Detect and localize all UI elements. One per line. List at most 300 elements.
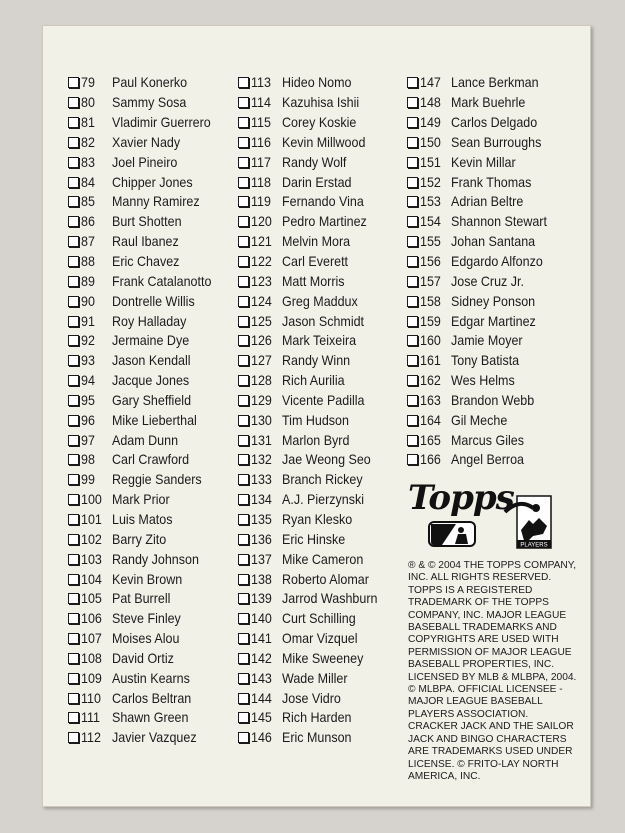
checklist-item[interactable] [68, 470, 220, 490]
checklist-item[interactable] [407, 291, 555, 311]
player-name: Frank Thomas [451, 174, 532, 190]
card-number: 109 [81, 670, 102, 686]
checklist-item[interactable] [68, 371, 220, 391]
player-name: A.J. Pierzynski [282, 492, 365, 508]
card-number: 83 [81, 154, 95, 170]
card-number: 155 [420, 234, 441, 250]
checklist-item[interactable] [407, 271, 555, 291]
player-name: Wes Helms [451, 373, 515, 389]
checkbox-icon[interactable] [238, 673, 249, 684]
checklist-item[interactable] [238, 510, 386, 530]
checklist-item[interactable] [68, 391, 220, 411]
checklist-item[interactable] [68, 271, 220, 291]
player-name: Roberto Alomar [282, 571, 369, 587]
checkbox-icon[interactable] [238, 117, 249, 128]
checkbox-icon[interactable] [407, 117, 418, 128]
player-name: Jamie Moyer [451, 333, 523, 349]
checkbox-icon[interactable] [68, 673, 79, 684]
checklist-item[interactable] [238, 172, 386, 192]
card-number: 154 [420, 214, 441, 230]
checkbox-icon[interactable] [68, 355, 79, 366]
checkbox-icon[interactable] [68, 712, 79, 723]
checklist-item[interactable] [238, 609, 386, 629]
checklist-item[interactable] [238, 351, 386, 371]
checklist-item[interactable] [407, 311, 555, 331]
card-number: 140 [251, 611, 272, 627]
player-name: Raul Ibanez [112, 234, 179, 250]
checkbox-icon[interactable] [238, 534, 249, 545]
checkbox-icon[interactable] [68, 534, 79, 545]
checkbox-icon[interactable] [238, 137, 249, 148]
checklist-item[interactable] [68, 490, 220, 510]
player-name: Pedro Martinez [282, 214, 367, 230]
checkbox-icon[interactable] [68, 77, 79, 88]
checkbox-icon[interactable] [68, 157, 79, 168]
checklist-item[interactable] [238, 331, 386, 351]
player-name: Ryan Klesko [282, 511, 353, 527]
checklist-item[interactable] [238, 470, 386, 490]
checkbox-icon[interactable] [407, 177, 418, 188]
player-name: Roy Halladay [112, 313, 187, 329]
checkbox-icon[interactable] [238, 316, 249, 327]
checklist-item[interactable] [238, 728, 386, 748]
checklist-item[interactable] [407, 331, 555, 351]
checklist-item[interactable] [238, 410, 386, 430]
card-number: 139 [251, 591, 272, 607]
checkbox-icon[interactable] [68, 296, 79, 307]
player-name: David Ortiz [112, 650, 174, 666]
player-name: Pat Burrell [112, 591, 171, 607]
card-number: 150 [420, 134, 441, 150]
checklist-item[interactable] [238, 113, 386, 133]
player-name: Sidney Ponson [451, 293, 536, 309]
checkbox-icon[interactable] [238, 494, 249, 505]
checklist-item[interactable] [238, 271, 386, 291]
player-name: Carl Crawford [112, 452, 190, 468]
player-name: Paul Konerko [112, 75, 188, 91]
checkbox-icon[interactable] [238, 693, 249, 704]
checkbox-icon[interactable] [68, 633, 79, 644]
player-name: Adrian Beltre [451, 194, 524, 210]
mlbpa-players-logo [503, 490, 555, 554]
checkbox-icon[interactable] [68, 613, 79, 624]
checklist-item[interactable] [238, 529, 386, 549]
checkbox-icon[interactable] [68, 395, 79, 406]
checklist-item[interactable] [407, 113, 555, 133]
checkbox-icon[interactable] [238, 296, 249, 307]
player-name: Barry Zito [112, 531, 167, 547]
checklist-item[interactable] [68, 351, 220, 371]
checklist-item[interactable] [68, 609, 220, 629]
checkbox-icon[interactable] [238, 157, 249, 168]
checkbox-icon[interactable] [68, 137, 79, 148]
checkbox-icon[interactable] [68, 117, 79, 128]
card-number: 157 [420, 273, 441, 289]
card-number: 110 [81, 690, 101, 706]
player-name: Shannon Stewart [451, 214, 547, 230]
card-number: 166 [420, 452, 441, 468]
card-number: 132 [251, 452, 272, 468]
checklist-item[interactable] [68, 73, 220, 93]
player-name: Randy Johnson [112, 551, 199, 567]
checkbox-icon[interactable] [68, 97, 79, 108]
checkbox-icon[interactable] [407, 316, 418, 327]
checklist-item[interactable] [68, 629, 220, 649]
checklist-column-2 [238, 73, 386, 748]
checklist-item[interactable] [407, 232, 555, 252]
card-number: 99 [81, 472, 95, 488]
checklist-item[interactable] [238, 629, 386, 649]
player-name: Marcus Giles [451, 432, 524, 448]
checkbox-icon[interactable] [407, 355, 418, 366]
checklist-item[interactable] [407, 172, 555, 192]
checkbox-icon[interactable] [68, 236, 79, 247]
player-name: Luis Matos [112, 511, 173, 527]
checklist-item[interactable] [68, 529, 220, 549]
player-name: Hideo Nomo [282, 75, 352, 91]
player-name: Jason Kendall [112, 353, 191, 369]
checklist-item[interactable] [238, 212, 386, 232]
checkbox-icon[interactable] [68, 216, 79, 227]
card-number: 106 [81, 611, 102, 627]
checklist-item[interactable] [68, 232, 220, 252]
checklist-item[interactable] [238, 192, 386, 212]
player-name: Mike Sweeney [282, 650, 364, 666]
checkbox-icon[interactable] [238, 732, 249, 743]
checklist-item[interactable] [68, 291, 220, 311]
checklist-item[interactable] [407, 212, 555, 232]
card-number: 161 [420, 353, 441, 369]
player-name: Curt Schilling [282, 611, 356, 627]
player-name: Moises Alou [112, 631, 180, 647]
checklist-item[interactable] [238, 232, 386, 252]
card-number: 82 [81, 134, 95, 150]
card-number: 142 [251, 650, 272, 666]
checkbox-icon[interactable] [238, 613, 249, 624]
player-name: Mark Teixeira [282, 333, 357, 349]
players-label: PLAYERS [520, 542, 548, 549]
card-number: 145 [251, 710, 272, 726]
card-number: 79 [81, 75, 95, 91]
card-number: 80 [81, 95, 95, 111]
checkbox-icon[interactable] [68, 454, 79, 465]
checklist-column-3 [407, 73, 555, 470]
checklist-item[interactable] [68, 668, 220, 688]
checklist-item[interactable] [68, 133, 220, 153]
checkbox-icon[interactable] [68, 335, 79, 346]
checkbox-icon[interactable] [407, 216, 418, 227]
card-number: 118 [251, 174, 271, 190]
card-number: 114 [251, 95, 271, 111]
checklist-item[interactable] [238, 668, 386, 688]
checkbox-icon[interactable] [238, 633, 249, 644]
checklist-item[interactable] [68, 510, 220, 530]
player-name: Tim Hudson [282, 412, 349, 428]
checklist-item[interactable] [407, 252, 555, 272]
player-name: Shawn Green [112, 710, 189, 726]
checkbox-icon[interactable] [68, 732, 79, 743]
player-name: Lance Berkman [451, 75, 539, 91]
card-number: 149 [420, 115, 441, 131]
card-number: 131 [251, 432, 272, 448]
checkbox-icon[interactable] [68, 693, 79, 704]
player-name: Mark Buehrle [451, 95, 526, 111]
checklist-item[interactable] [407, 133, 555, 153]
card-number: 133 [251, 472, 272, 488]
player-name: Manny Ramirez [112, 194, 200, 210]
card-number: 158 [420, 293, 441, 309]
checkbox-icon[interactable] [68, 196, 79, 207]
card-number: 137 [251, 551, 272, 567]
card-number: 135 [251, 511, 272, 527]
mlb-logo [428, 521, 476, 547]
checkbox-icon[interactable] [407, 435, 418, 446]
checkbox-icon[interactable] [68, 494, 79, 505]
player-name: Jermaine Dye [112, 333, 190, 349]
card-number: 95 [81, 392, 95, 408]
checkbox-icon[interactable] [238, 77, 249, 88]
checkbox-icon[interactable] [238, 574, 249, 585]
checklist-item[interactable] [68, 311, 220, 331]
checklist-item[interactable] [238, 450, 386, 470]
checkbox-icon[interactable] [238, 276, 249, 287]
checklist-item[interactable] [68, 113, 220, 133]
checkbox-icon[interactable] [238, 375, 249, 386]
checkbox-icon[interactable] [407, 415, 418, 426]
checklist-item[interactable] [238, 549, 386, 569]
checkbox-icon[interactable] [407, 137, 418, 148]
card-number: 121 [251, 234, 272, 250]
checklist-item[interactable] [238, 391, 386, 411]
card-number: 84 [81, 174, 95, 190]
card-number: 116 [251, 134, 271, 150]
card-number: 89 [81, 273, 95, 289]
player-name: Omar Vizquel [282, 631, 358, 647]
checklist-item[interactable] [238, 430, 386, 450]
checklist-item[interactable] [238, 73, 386, 93]
card-number: 125 [251, 313, 272, 329]
card-number: 112 [81, 730, 101, 746]
card-number: 147 [420, 75, 441, 91]
checklist-item[interactable] [238, 152, 386, 172]
player-name: Melvin Mora [282, 234, 351, 250]
card-number: 127 [251, 353, 272, 369]
checkbox-icon[interactable] [238, 196, 249, 207]
checklist-item[interactable] [407, 152, 555, 172]
player-name: Eric Chavez [112, 254, 180, 270]
checklist-item[interactable] [407, 430, 555, 450]
checklist-item[interactable] [407, 410, 555, 430]
checkbox-icon[interactable] [407, 256, 418, 267]
card-number: 92 [81, 333, 95, 349]
card-number: 85 [81, 194, 95, 210]
checkbox-icon[interactable] [407, 296, 418, 307]
player-name: Adam Dunn [112, 432, 179, 448]
checklist-item[interactable] [68, 648, 220, 668]
checklist-item[interactable] [238, 133, 386, 153]
checkbox-icon[interactable] [238, 712, 249, 723]
checklist-item[interactable] [407, 93, 555, 113]
player-name: Kevin Millwood [282, 134, 366, 150]
checklist-item[interactable] [68, 410, 220, 430]
player-name: Randy Wolf [282, 154, 347, 170]
checkbox-icon[interactable] [68, 375, 79, 386]
checklist-item[interactable] [68, 430, 220, 450]
checkbox-icon[interactable] [238, 256, 249, 267]
checklist-item[interactable] [238, 291, 386, 311]
player-name: Greg Maddux [282, 293, 358, 309]
player-name: Jae Weong Seo [282, 452, 371, 468]
checkbox-icon[interactable] [407, 97, 418, 108]
player-name: Kevin Millar [451, 154, 516, 170]
checklist-item[interactable] [68, 152, 220, 172]
checklist-item[interactable] [238, 371, 386, 391]
checkbox-icon[interactable] [68, 593, 79, 604]
card-number: 81 [81, 115, 95, 131]
card-number: 88 [81, 254, 95, 270]
card-number: 94 [81, 373, 95, 389]
checkbox-icon[interactable] [68, 316, 79, 327]
checkbox-icon[interactable] [238, 395, 249, 406]
player-name: Austin Kearns [112, 670, 190, 686]
checklist-item[interactable] [238, 688, 386, 708]
checkbox-icon[interactable] [238, 97, 249, 108]
checklist-item[interactable] [407, 371, 555, 391]
checklist-item[interactable] [68, 549, 220, 569]
checkbox-icon[interactable] [238, 435, 249, 446]
checklist-column-1 [68, 73, 220, 748]
card-number: 100 [81, 492, 102, 508]
checkbox-icon[interactable] [238, 454, 249, 465]
card-number: 143 [251, 670, 272, 686]
checkbox-icon[interactable] [238, 236, 249, 247]
checkbox-icon[interactable] [407, 236, 418, 247]
checkbox-icon[interactable] [68, 474, 79, 485]
checklist-item[interactable] [238, 93, 386, 113]
checkbox-icon[interactable] [407, 157, 418, 168]
checklist-item[interactable] [238, 252, 386, 272]
player-name: Joel Pineiro [112, 154, 178, 170]
card-number: 98 [81, 452, 95, 468]
checklist-item[interactable] [407, 192, 555, 212]
checklist-item[interactable] [68, 589, 220, 609]
checkbox-icon[interactable] [68, 256, 79, 267]
checkbox-icon[interactable] [238, 554, 249, 565]
checklist-item[interactable] [68, 569, 220, 589]
checkbox-icon[interactable] [68, 554, 79, 565]
checklist-item[interactable] [407, 391, 555, 411]
checkbox-icon[interactable] [68, 177, 79, 188]
checklist-item[interactable] [68, 688, 220, 708]
player-name: Jose Cruz Jr. [451, 273, 524, 289]
legal-text: ® & © 2004 THE TOPPS COMPANY, INC. ALL RIGHTS RESERVED. TOPPS IS A REGISTERED TRADEMARK OF THE TOPPS COMPANY, INC. MAJOR LEAGUE BASEBALL TRADEMARKS AND COPYRIGHTS ARE USED WITH PERMISSION OF MAJOR LEAGUE BASEBALL PROPERTIES, INC. LICENSED BY MLB & MLBPA, 2004. © MLBPA. OFFICIAL LICENSEE - MAJOR LEAGUE BASEBALL PLAYERS ASSOCIATION. CRACKER JACK AND THE SAILOR JACK AND BINGO CHARACTERS ARE TRADEMARKS USED UNDER LICENSE. © FRITO-LAY NORTH AMERICA, INC. [408, 560, 577, 782]
card-number: 93 [81, 353, 95, 369]
card-number: 156 [420, 254, 441, 270]
checklist-item[interactable] [407, 73, 555, 93]
player-name: Burt Shotten [112, 214, 182, 230]
checkbox-icon[interactable] [407, 196, 418, 207]
player-name: Angel Berroa [451, 452, 525, 468]
checklist-item[interactable] [68, 192, 220, 212]
checkbox-icon[interactable] [407, 375, 418, 386]
checkbox-icon[interactable] [407, 77, 418, 88]
checkbox-icon[interactable] [68, 514, 79, 525]
checklist-item[interactable] [68, 252, 220, 272]
checkbox-icon[interactable] [68, 574, 79, 585]
player-name: Frank Catalanotto [112, 273, 212, 289]
checkbox-icon[interactable] [407, 335, 418, 346]
checkbox-icon[interactable] [68, 435, 79, 446]
player-name: Jason Schmidt [282, 313, 365, 329]
checklist-item[interactable] [68, 450, 220, 470]
card-number: 96 [81, 412, 95, 428]
card-number: 90 [81, 293, 95, 309]
player-name: Branch Rickey [282, 472, 363, 488]
checkbox-icon[interactable] [68, 653, 79, 664]
checkbox-icon[interactable] [407, 276, 418, 287]
checkbox-icon[interactable] [238, 653, 249, 664]
card-number: 113 [251, 75, 271, 91]
checkbox-icon[interactable] [238, 514, 249, 525]
card-number: 160 [420, 333, 441, 349]
card-number: 165 [420, 432, 441, 448]
checkbox-icon[interactable] [238, 415, 249, 426]
checkbox-icon[interactable] [238, 335, 249, 346]
player-name: Gil Meche [451, 412, 508, 428]
player-name: Sean Burroughs [451, 134, 542, 150]
checklist-item[interactable] [68, 172, 220, 192]
checklist-item[interactable] [238, 490, 386, 510]
checklist-item[interactable] [238, 569, 386, 589]
checkbox-icon[interactable] [68, 415, 79, 426]
player-name: Vicente Padilla [282, 392, 365, 408]
player-name: Darin Erstad [282, 174, 352, 190]
card-number: 163 [420, 392, 441, 408]
player-name: Eric Munson [282, 730, 352, 746]
checklist-item[interactable] [238, 648, 386, 668]
checkbox-icon[interactable] [238, 177, 249, 188]
checklist-item[interactable] [68, 93, 220, 113]
player-name: Marlon Byrd [282, 432, 350, 448]
checklist-item[interactable] [238, 311, 386, 331]
checkbox-icon[interactable] [68, 276, 79, 287]
checklist-item[interactable] [68, 728, 220, 748]
card-number: 107 [81, 631, 102, 647]
checklist-item[interactable] [68, 212, 220, 232]
checkbox-icon[interactable] [238, 216, 249, 227]
checklist-item[interactable] [238, 589, 386, 609]
card-number: 120 [251, 214, 272, 230]
checklist-item[interactable] [238, 708, 386, 728]
checklist-item[interactable] [407, 450, 555, 470]
player-name: Johan Santana [451, 234, 536, 250]
checklist-item[interactable] [407, 351, 555, 371]
player-name: Steve Finley [112, 611, 181, 627]
checkbox-icon[interactable] [407, 454, 418, 465]
checkbox-icon[interactable] [238, 593, 249, 604]
player-name: Carlos Delgado [451, 115, 538, 131]
card-number: 104 [81, 571, 102, 587]
player-name: Jacque Jones [112, 373, 190, 389]
checkbox-icon[interactable] [238, 355, 249, 366]
checkbox-icon[interactable] [238, 474, 249, 485]
card-number: 159 [420, 313, 441, 329]
card-number: 153 [420, 194, 441, 210]
checklist-item[interactable] [68, 708, 220, 728]
checklist-item[interactable] [68, 331, 220, 351]
card-number: 103 [81, 551, 102, 567]
checkbox-icon[interactable] [407, 395, 418, 406]
